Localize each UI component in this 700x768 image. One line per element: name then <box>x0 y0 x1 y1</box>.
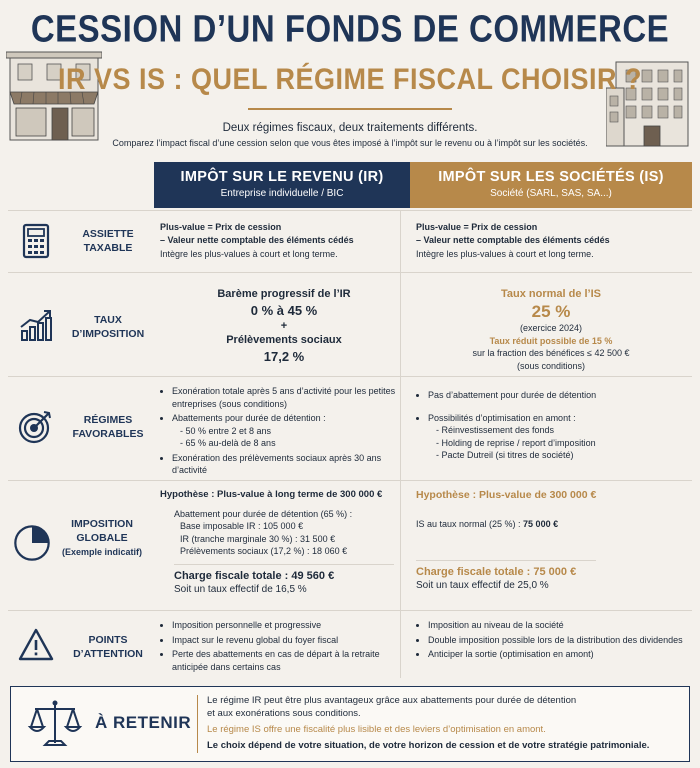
regimes-ir-bullet2a: - 50 % entre 2 et 8 ans <box>180 425 272 436</box>
attention-ir-bullet2: • Impact sur le revenu global du foyer fiscal <box>172 634 408 647</box>
taux-is-line2: 25 % <box>531 302 571 321</box>
globale-ir-base: Base imposable IR : 105 000 € <box>180 521 304 531</box>
row-taux <box>8 272 692 377</box>
row-label-attention: POINTS D’ATTENTION <box>73 634 143 660</box>
taux-ir-line3: + <box>280 320 288 332</box>
taux-is-line5: sur la fraction des bénéfices ≤ 42 500 € <box>472 348 630 358</box>
globale-ir-hypothese: Hypothèse : Plus-value à long terme de 300 000 € <box>160 489 383 500</box>
column-title-is: IMPÔT SUR LES SOCIÉTÉS (IS) <box>438 169 664 185</box>
regimes-is-bullet2b: - Holding de reprise / report d’imposition <box>436 437 596 448</box>
growth-chart-icon <box>18 307 54 343</box>
regimes-ir-bullet1: • Exonération totale après 5 ans d’activité pour les petites entreprises (sous conditions) <box>172 385 408 410</box>
globale-label-main: IMPOSITION GLOBALE <box>71 518 133 544</box>
row-label-taux: TAUX D’IMPOSITION <box>71 314 145 340</box>
row-globale <box>8 480 692 611</box>
row-assiette <box>8 210 692 273</box>
globale-ir-taux: Soit un taux effectif de 16,5 % <box>174 583 307 595</box>
intro-text: Comparez l’impact fiscal d’une cession selon que vous êtes imposé à l’impôt sur le revenu ou à l’impôt sur les sociétés. <box>112 138 588 148</box>
taux-is-line6: (sous conditions) <box>516 360 586 371</box>
page-title: CESSION D’UN FONDS DE COMMERCE <box>30 7 670 50</box>
regimes-is-bullet2 <box>428 412 686 462</box>
page-subtitle: IR VS IS : QUEL RÉGIME FISCAL CHOISIR ? <box>57 62 643 96</box>
globale-is-taux: Soit un taux effectif de 25,0 % <box>416 580 549 591</box>
assiette-ir-line2: – Valeur nette comptable des éléments cédés <box>160 234 354 245</box>
column-sub-is: Société (SARL, SAS, SA...) <box>490 188 612 199</box>
column-title-ir: IMPÔT SUR LE REVENU (IR) <box>180 169 384 185</box>
retenir-line1: Le régime IR peut être plus avantageux grâce aux abattements pour durée de détention <box>207 695 577 706</box>
attention-is-bullet3: • Anticiper la sortie (optimisation en amont) <box>428 648 686 661</box>
attention-is-bullet2: • Double imposition possible lors de la distribution des dividendes <box>428 634 686 647</box>
globale-is-calc <box>416 518 686 531</box>
column-sub-ir: Entreprise individuelle / BIC <box>220 188 344 199</box>
globale-label-sub: (Exemple indicatif) <box>61 547 142 557</box>
globale-ir-prelevements: Prélèvements sociaux (17,2 %) : 18 060 € <box>180 546 348 556</box>
calculator-icon <box>18 223 54 259</box>
globale-ir-total: Charge fiscale totale : 49 560 € <box>174 569 335 582</box>
scales-icon <box>27 697 83 751</box>
taux-is-line4: Taux réduit possible de 15 % <box>489 335 613 346</box>
globale-is-hypothese: Hypothèse : Plus-value de 300 000 € <box>416 489 597 501</box>
retenir-line1b: et aux exonérations sous conditions. <box>207 708 361 719</box>
regimes-ir-bullet2b: - 65 % au-delà de 8 ans <box>180 438 276 448</box>
retenir-line3: Le choix dépend de votre situation, de votre horizon de cession et de votre stratégie patrimoniale. <box>207 740 650 751</box>
regimes-is-bullet2-text: Possibilités d’optimisation en amont : <box>428 412 576 423</box>
row-attention <box>8 610 692 679</box>
retenir-label: À RETENIR <box>95 713 192 732</box>
row-label-globale <box>46 517 158 559</box>
attention-is-bullet1: • Imposition au niveau de la société <box>428 619 686 632</box>
taux-ir-line5: 17,2 % <box>263 349 305 364</box>
attention-ir-bullet3: • Perte des abattements en cas de départ à la retraite anticipée dans certains cas <box>172 648 408 673</box>
assiette-ir-line1: Plus-value = Prix de cession <box>160 222 282 232</box>
assiette-is-line3: Intègre les plus-values à court et long terme. <box>416 249 594 259</box>
assiette-is-line1: Plus-value = Prix de cession <box>416 222 538 232</box>
column-header-is <box>410 162 692 208</box>
globale-is-calc-label: IS au taux normal (25 %) : <box>416 518 524 529</box>
globale-is-calc-value: 75 000 € <box>523 518 559 529</box>
retenir-box <box>10 686 690 762</box>
row-regimes <box>8 376 692 481</box>
taux-ir-line1: Barème progressif de l’IR <box>217 288 351 300</box>
assiette-ir-line3: Intègre les plus-values à court et long terme. <box>160 249 338 259</box>
retenir-line2: Le régime IS offre une fiscalité plus lisible et des leviers d’optimisation en amont. <box>207 724 546 735</box>
regimes-ir-bullet2-text: Abattements pour durée de détention : <box>172 413 326 423</box>
warning-icon <box>18 627 54 663</box>
regimes-is-bullet1: • Pas d’abattement pour durée de détention <box>428 389 686 402</box>
regimes-ir-bullet3: • Exonération des prélèvements sociaux après 30 ans d’activité <box>172 452 408 477</box>
attention-ir-bullet1: • Imposition personnelle et progressive <box>172 619 408 632</box>
row-label-regimes: RÉGIMES FAVORABLES <box>72 414 144 440</box>
assiette-is-line2: – Valeur nette comptable des éléments cédés <box>416 234 610 245</box>
taux-is-line1: Taux normal de l’IS <box>500 288 602 300</box>
globale-is-total: Charge fiscale totale : 75 000 € <box>416 566 577 578</box>
regimes-ir-bullet2 <box>172 412 408 450</box>
title-divider <box>248 108 452 110</box>
row-label-assiette: ASSIETTE TAXABLE <box>82 228 134 254</box>
regimes-is-bullet2c: - Pacte Dutreil (si titres de société) <box>436 450 574 460</box>
taux-ir-line4: Prélèvements sociaux <box>226 334 342 346</box>
column-header-ir <box>154 162 410 208</box>
taux-is-line3: (exercice 2024) <box>519 323 583 333</box>
globale-ir-abattement: Abattement pour durée de détention (65 %) : <box>174 508 353 519</box>
target-icon <box>18 409 54 445</box>
regimes-is-bullet2a: - Réinvestissement des fonds <box>436 425 555 435</box>
taux-ir-line2: 0 % à 45 % <box>250 303 318 318</box>
intro-bold: Deux régimes fiscaux, deux traitements différents. <box>222 122 478 134</box>
globale-ir-impot: IR (tranche marginale 30 %) : 31 500 € <box>180 533 336 544</box>
column-divider <box>400 210 401 678</box>
